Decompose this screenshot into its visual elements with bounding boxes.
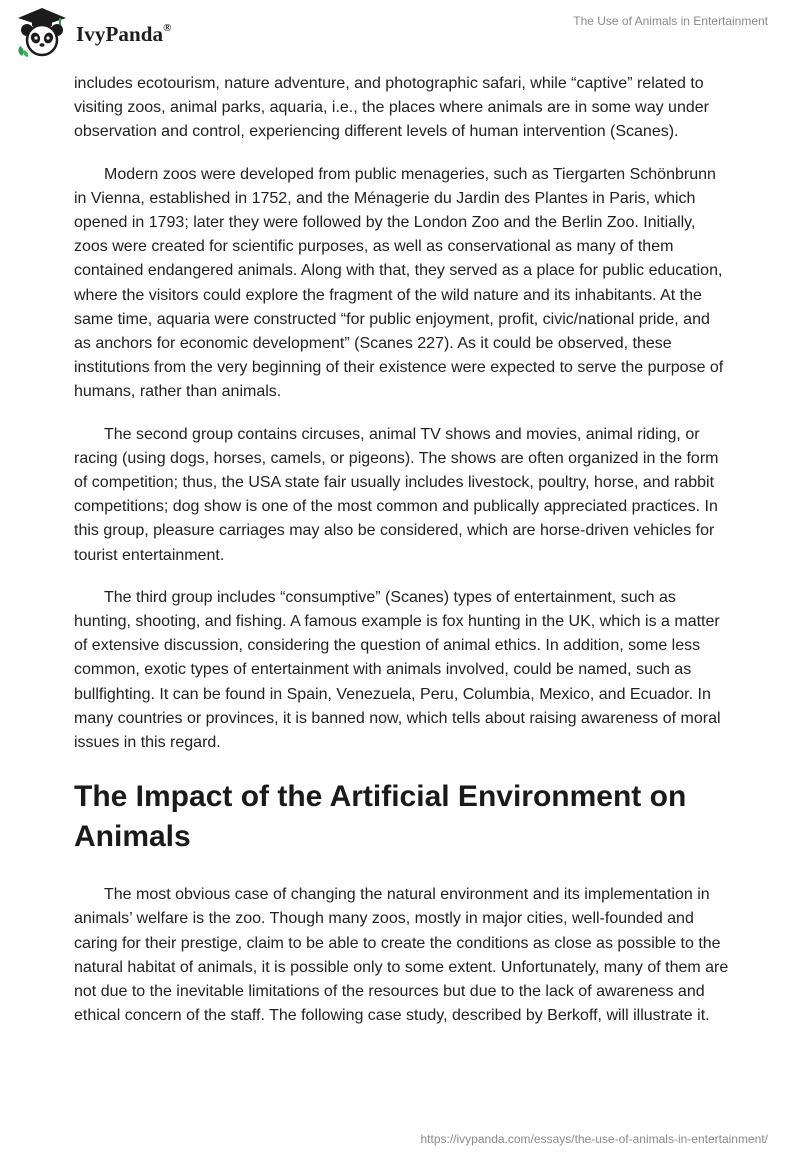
paragraph: The most obvious case of changing the natural environment and its implementation in animals’ welfare is the zoo. Though many zoos, mostly in major cities, well-founded and caring for their prestige, claim to be able to create the conditions as close as possible to the natural habitat of animals, it is possible only to some extent. Unfortunately, many of them are not due to the inevitable limitations of the resources but due to the lack of awareness and ethical concern of the staff. The following case study, described by Berkoff, will illustrate it. bbox=[74, 886, 729, 1025]
source-url[interactable]: https://ivypanda.com/essays/the-use-of-animals-in-entertainment/ bbox=[420, 1132, 768, 1146]
essay-title-header: The Use of Animals in Entertainment bbox=[573, 14, 768, 28]
paragraph: The second group contains circuses, animal TV shows and movies, animal riding, or racing (using dogs, horses, camels, or pigeons). The shows are often organized in the form of competition; thus, the USA state fair usually includes livestock, poultry, horse, and rabbit competitions; dog show is one of the most common and publically appreciated practices. In this group, pleasure carriages may also be considered, which are horse-driven vehicles for tourist entertainment. bbox=[74, 425, 719, 564]
paragraph: includes ecotourism, nature adventure, and photographic safari, while “captive” related to visiting zoos, animal parks, aquaria, i.e., the places where animals are in some way under observation and control, experiencing different levels of human intervention (Scanes). bbox=[74, 75, 709, 141]
page-header bbox=[0, 0, 800, 66]
section-heading: The Impact of the Artificial Environment on Animals bbox=[74, 780, 687, 854]
logo-text: IvyPanda® bbox=[76, 21, 172, 46]
paragraph: Modern zoos were developed from public menageries, such as Tiergarten Schönbrunn in Vienna, established in 1752, and the Ménagerie du Jardin des Plantes in Paris, which opened in 1793; later they were followed by the London Zoo and the Berlin Zoo. Initially, zoos were created for scientific purposes, as well as conservational as many of them contained endangered animals. Along with that, they served as a place for public education, where the visitors could explore the fragment of the wild nature and its inhabitants. At the same time, aquaria were constructed “for public enjoyment, profit, civic/national pride, and as anchors for economic development” (Scanes 227). As it could be observed, these institutions from the very beginning of their existence were expected to serve the purpose of humans, rather than animals. bbox=[74, 165, 724, 401]
ivypanda-logo[interactable] bbox=[14, 6, 172, 58]
essay-content bbox=[74, 72, 730, 1047]
panda-graduate-icon bbox=[14, 6, 70, 58]
paragraph: The third group includes “consumptive” (Scanes) types of entertainment, such as hunting, shooting, and fishing. A famous example is fox hunting in the UK, which is a matter of extensive discussion, considering the question of animal ethics. In addition, some less common, exotic types of entertainment with animals involved, could be named, such as bullfighting. It can be found in Spain, Venezuela, Peru, Columbia, Mexico, and Ecuador. In many countries or provinces, it is banned now, which tells about raising awareness of moral issues in this regard. bbox=[74, 588, 721, 752]
